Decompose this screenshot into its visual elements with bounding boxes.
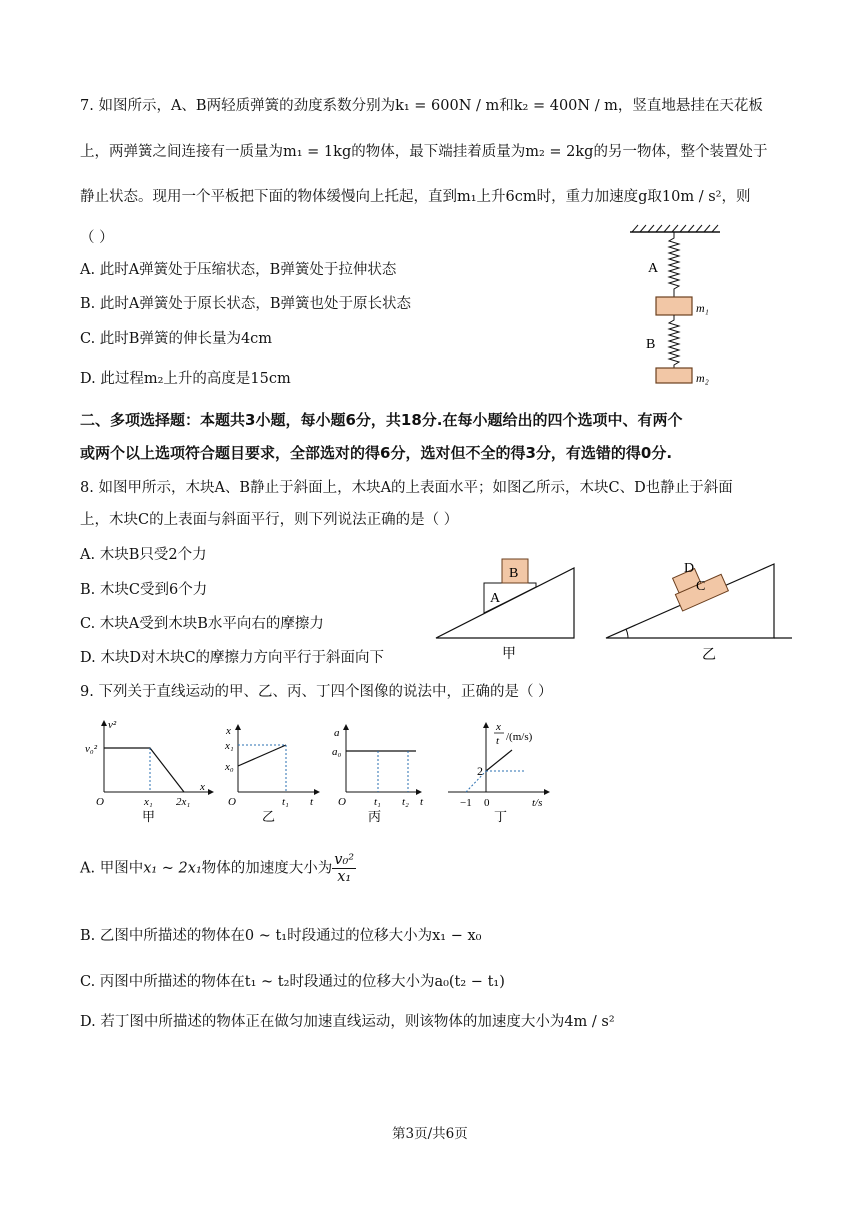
section2-heading-line2: 或两个以上选项符合题目要求，全部选对的得6分，选对但不全的得3分，有选错的得0分. xyxy=(80,444,673,462)
svg-text:x: x xyxy=(226,725,231,737)
svg-text:丁: 丁 xyxy=(494,809,508,824)
spring-b xyxy=(669,315,679,368)
svg-text:x: x xyxy=(200,781,205,793)
svg-text:t₁: t₁ xyxy=(374,796,381,808)
q8-option-a: A. 木块B只受2个力 xyxy=(80,547,207,563)
svg-text:0: 0 xyxy=(484,797,490,809)
svg-text:t: t xyxy=(420,796,424,808)
block-m2 xyxy=(656,368,692,383)
spring-a xyxy=(669,232,679,297)
label-spring-a: A xyxy=(648,261,659,276)
svg-text:O: O xyxy=(338,796,346,808)
fraction-numerator: v₀² xyxy=(334,852,355,868)
svg-text:乙: 乙 xyxy=(262,809,276,824)
graph-yi xyxy=(222,718,332,826)
svg-text:v²: v² xyxy=(108,719,117,731)
svg-text:x₁: x₁ xyxy=(225,740,234,752)
svg-text:2x₁: 2x₁ xyxy=(176,796,191,808)
q7-blank: （ ） xyxy=(80,230,114,246)
q9-option-d: D. 若丁图中所描述的物体正在做匀加速直线运动，则该物体的加速度大小为4m / s² xyxy=(80,1014,615,1030)
svg-text:t: t xyxy=(496,735,500,747)
fraction-denominator: x₁ xyxy=(337,869,352,885)
label-block-d: D xyxy=(684,561,695,576)
q7-option-a: A. 此时A弹簧处于压缩状态，B弹簧处于拉伸状态 xyxy=(80,262,397,278)
caption-yi: 乙 xyxy=(702,648,716,663)
svg-text:a: a xyxy=(334,727,340,739)
q9-option-c: C. 丙图中所描述的物体在t₁ ~ t₂时段通过的位移大小为a₀(t₂ − t₁) xyxy=(80,974,505,990)
block-m1 xyxy=(656,297,692,315)
curve-yi xyxy=(238,745,286,766)
svg-text:x₀: x₀ xyxy=(225,761,234,773)
q7-option-b: B. 此时A弹簧处于原长状态，B弹簧也处于原长状态 xyxy=(80,296,411,312)
label-m2: m₂ xyxy=(696,371,709,385)
curve-jia xyxy=(104,748,184,792)
ceiling-hatch xyxy=(632,225,718,232)
graph-jia xyxy=(80,718,220,826)
svg-text:−1: −1 xyxy=(460,797,472,809)
incline-figure-yi xyxy=(604,550,794,664)
spring-figure xyxy=(620,222,730,392)
label-block-b: B xyxy=(509,566,519,581)
label-block-a: A xyxy=(490,591,501,606)
q9-option-b: B. 乙图中所描述的物体在0 ~ t₁时段通过的位移大小为x₁ − x₀ xyxy=(80,928,482,944)
svg-text:2: 2 xyxy=(477,764,483,778)
q7-stem-line3: 静止状态。现用一个平板把下面的物体缓慢向上托起，直到m₁上升6cm时，重力加速度g取10m / s²，则 xyxy=(80,189,751,205)
q9-option-a-text: 物体的加速度大小为 xyxy=(201,860,333,877)
svg-text:甲: 甲 xyxy=(142,809,156,824)
label-m1: m₁ xyxy=(696,301,709,315)
svg-text:O: O xyxy=(96,796,104,808)
q9-option-a-prefix: A. 甲图中 xyxy=(80,860,144,877)
svg-text:O: O xyxy=(228,796,236,808)
svg-text:t/s: t/s xyxy=(532,797,543,809)
q7-stem-line1: 7. 如图所示，A、B两轻质弹簧的劲度系数分别为k₁ = 600N / m和k₂ = 400N / m，竖直地悬挂在天花板 xyxy=(80,98,763,114)
label-block-c: C xyxy=(696,579,706,594)
page-footer: 第3页/共6页 xyxy=(392,1126,468,1142)
q9-option-a xyxy=(80,852,356,885)
svg-text:x₁: x₁ xyxy=(144,796,153,808)
graph-bing xyxy=(330,718,430,826)
incline-figure-jia xyxy=(432,552,582,664)
q8-stem-line1: 8. 如图甲所示，木块A、B静止于斜面上，木块A的上表面水平；如图乙所示，木块C、D也静止于斜面 xyxy=(80,480,733,496)
q7-stem-line2: 上，两弹簧之间连接有一质量为m₁ = 1kg的物体，最下端挂着质量为m₂ = 2kg的另一物体，整个装置处于 xyxy=(80,144,768,160)
svg-text:t: t xyxy=(310,796,314,808)
q8-option-d: D. 木块D对木块C的摩擦力方向平行于斜面向下 xyxy=(80,650,385,666)
svg-text:丙: 丙 xyxy=(368,809,382,824)
q9-stem: 9. 下列关于直线运动的甲、乙、丙、丁四个图像的说法中，正确的是（ ） xyxy=(80,684,553,700)
graph-ding xyxy=(446,716,556,826)
svg-text:/(m/s): /(m/s) xyxy=(506,731,533,743)
q8-option-c: C. 木块A受到木块B水平向右的摩擦力 xyxy=(80,616,324,632)
angle-arc xyxy=(626,629,628,638)
label-spring-b: B xyxy=(646,337,656,352)
q7-option-d: D. 此过程m₂上升的高度是15cm xyxy=(80,371,291,387)
section2-heading-line1: 二、多项选择题：本题共3小题，每小题6分，共18分.在每小题给出的四个选项中、有两个 xyxy=(80,411,683,429)
q8-option-b: B. 木块C受到6个力 xyxy=(80,582,208,598)
caption-jia: 甲 xyxy=(502,647,516,662)
svg-text:t₂: t₂ xyxy=(402,796,409,808)
q9-option-a-range: x₁ ~ 2x₁ xyxy=(143,860,202,877)
q9-option-a-fraction xyxy=(332,852,356,885)
q8-stem-line2: 上，木块C的上表面与斜面平行，则下列说法正确的是（ ） xyxy=(80,512,459,528)
svg-text:a₀: a₀ xyxy=(332,746,342,758)
q7-option-c: C. 此时B弹簧的伸长量为4cm xyxy=(80,331,273,347)
svg-text:t₁: t₁ xyxy=(282,796,289,808)
curve-ding xyxy=(486,750,512,771)
svg-text:x: x xyxy=(496,721,501,733)
svg-text:v₀²: v₀² xyxy=(85,743,98,755)
